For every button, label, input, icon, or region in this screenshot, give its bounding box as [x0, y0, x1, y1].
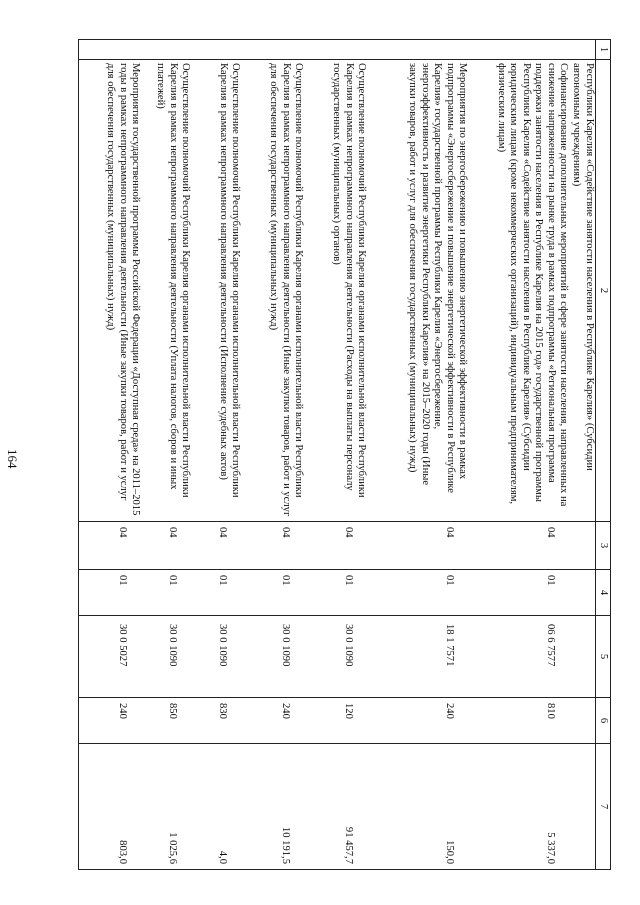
column-header-7: 7	[596, 744, 611, 870]
row-target-article	[570, 616, 596, 698]
row-amount: 10 191,5	[242, 744, 305, 870]
row-target-article: 30 0 1090	[192, 616, 242, 698]
row-description: Софинансирование дополнительных мероприятий в сфере занятости населения, направленных на снижение напряженности на рынке труда в рамках подпрограммы «Региональная программа поддержки занятости населения в Республике Карелия на 2015 год» государственной программы Республики Карелия «Содействие занятости населения в Республике Карелия» (Субсидии юридическим лицам (кроме некоммерческих организаций), индивидуальным предпринимателям, физическим лицам)	[469, 60, 570, 522]
row-expense-type: 850	[142, 698, 192, 744]
row-subsection	[570, 570, 596, 616]
column-header-4: 4	[596, 570, 611, 616]
row-section: 04	[142, 522, 192, 570]
table-row	[570, 40, 596, 870]
row-section: 04	[305, 522, 368, 570]
row-section: 04	[469, 522, 570, 570]
row-expense-type: 830	[192, 698, 242, 744]
row-subsection: 01	[142, 570, 192, 616]
row-description: Осуществление полномочий Республики Карелия органами исполнительной власти Республики Карелия в рамках непрограммного направления деятельности (Уплата налогов, сборов и иных платежей)	[142, 60, 192, 522]
row-section: 04	[242, 522, 305, 570]
row-target-article: 30 0 1090	[142, 616, 192, 698]
column-header-6: 6	[596, 698, 611, 744]
row-section: 04	[79, 522, 142, 570]
row-subsection: 01	[79, 570, 142, 616]
row-subsection: 01	[368, 570, 469, 616]
row-target-article: 30 0 1090	[242, 616, 305, 698]
row-target-article: 30 0 5027	[79, 616, 142, 698]
row-expense-type: 240	[242, 698, 305, 744]
column-header-1: 1	[596, 40, 611, 60]
row-amount: 1 025,6	[142, 744, 192, 870]
header-row	[596, 40, 611, 870]
row-expense-type: 120	[305, 698, 368, 744]
row-amount: 150,0	[368, 744, 469, 870]
row-description: Мероприятия государственной программы Российской Федерации «Доступная среда» на 2011–2015 годы в рамках непрограммного направления деятельности (Иные закупки товаров, работ и услуг для обеспечения государственных (муниципальных) нужд)	[79, 60, 142, 522]
row-description: Осуществление полномочий Республики Карелия органами исполнительной власти Республики Карелия в рамках непрограммного направления деятельности (Иные закупки товаров, работ и услуг для обеспечения государственных (муниципальных) нужд)	[242, 60, 305, 522]
page-number: 164	[5, 449, 20, 469]
table-row	[192, 40, 242, 870]
row-expense-type: 240	[79, 698, 142, 744]
column-header-3: 3	[596, 522, 611, 570]
column-header-5: 5	[596, 616, 611, 698]
row-subsection: 01	[469, 570, 570, 616]
row-expense-type	[570, 698, 596, 744]
row-section: 04	[368, 522, 469, 570]
table-row	[142, 40, 192, 870]
row-target-article: 18 1 7571	[368, 616, 469, 698]
table-row	[305, 40, 368, 870]
row-amount: 803,0	[79, 744, 142, 870]
row-amount: 91 457,7	[305, 744, 368, 870]
table-row	[469, 40, 570, 870]
table-row	[242, 40, 305, 870]
row-subsection: 01	[192, 570, 242, 616]
table-row	[79, 40, 142, 870]
row-amount: 4,0	[192, 744, 242, 870]
row-target-article: 30 0 1090	[305, 616, 368, 698]
row-target-article: 06 6 7577	[469, 616, 570, 698]
row-amount	[570, 744, 596, 870]
row-subsection: 01	[242, 570, 305, 616]
row-subsection: 01	[305, 570, 368, 616]
row-description: Осуществление полномочий Республики Карелия органами исполнительной власти Республики Карелия в рамках непрограммного направления деятельности (Расходы на выплаты персоналу государственных (муниципальных) органов)	[305, 60, 368, 522]
budget-table	[78, 39, 611, 870]
row-section: 04	[192, 522, 242, 570]
rotated-page-content	[107, 39, 611, 869]
row-expense-type: 240	[368, 698, 469, 744]
row-description: Республики Карелия «Содействие занятости населения в Республике Карелия» (Субсидии автономным учреждениям)	[570, 60, 596, 522]
table-row	[368, 40, 469, 870]
row-section	[570, 522, 596, 570]
row-expense-type: 810	[469, 698, 570, 744]
row-description: Мероприятия по энергосбережению и повышению энергетической эффективности в рамках подпрограммы «Энергосбережение и повышение энергетической эффективности в Республике Карелия» государственной программы Республики Карелия «Энергосбережение, энергоэффективность и развитие энергетики Республики Карелия» на 2015–2020 годы (Иные закупки товаров, работ и услуг для обеспечения государственных (муниципальных) нужд)	[368, 60, 469, 522]
row-description: Осуществление полномочий Республики Карелия органами исполнительной власти Республики Карелия в рамках непрограммного направления деятельности (Исполнение судебных актов)	[192, 60, 242, 522]
column-header-2: 2	[596, 60, 611, 522]
row-amount: 5 337,0	[469, 744, 570, 870]
